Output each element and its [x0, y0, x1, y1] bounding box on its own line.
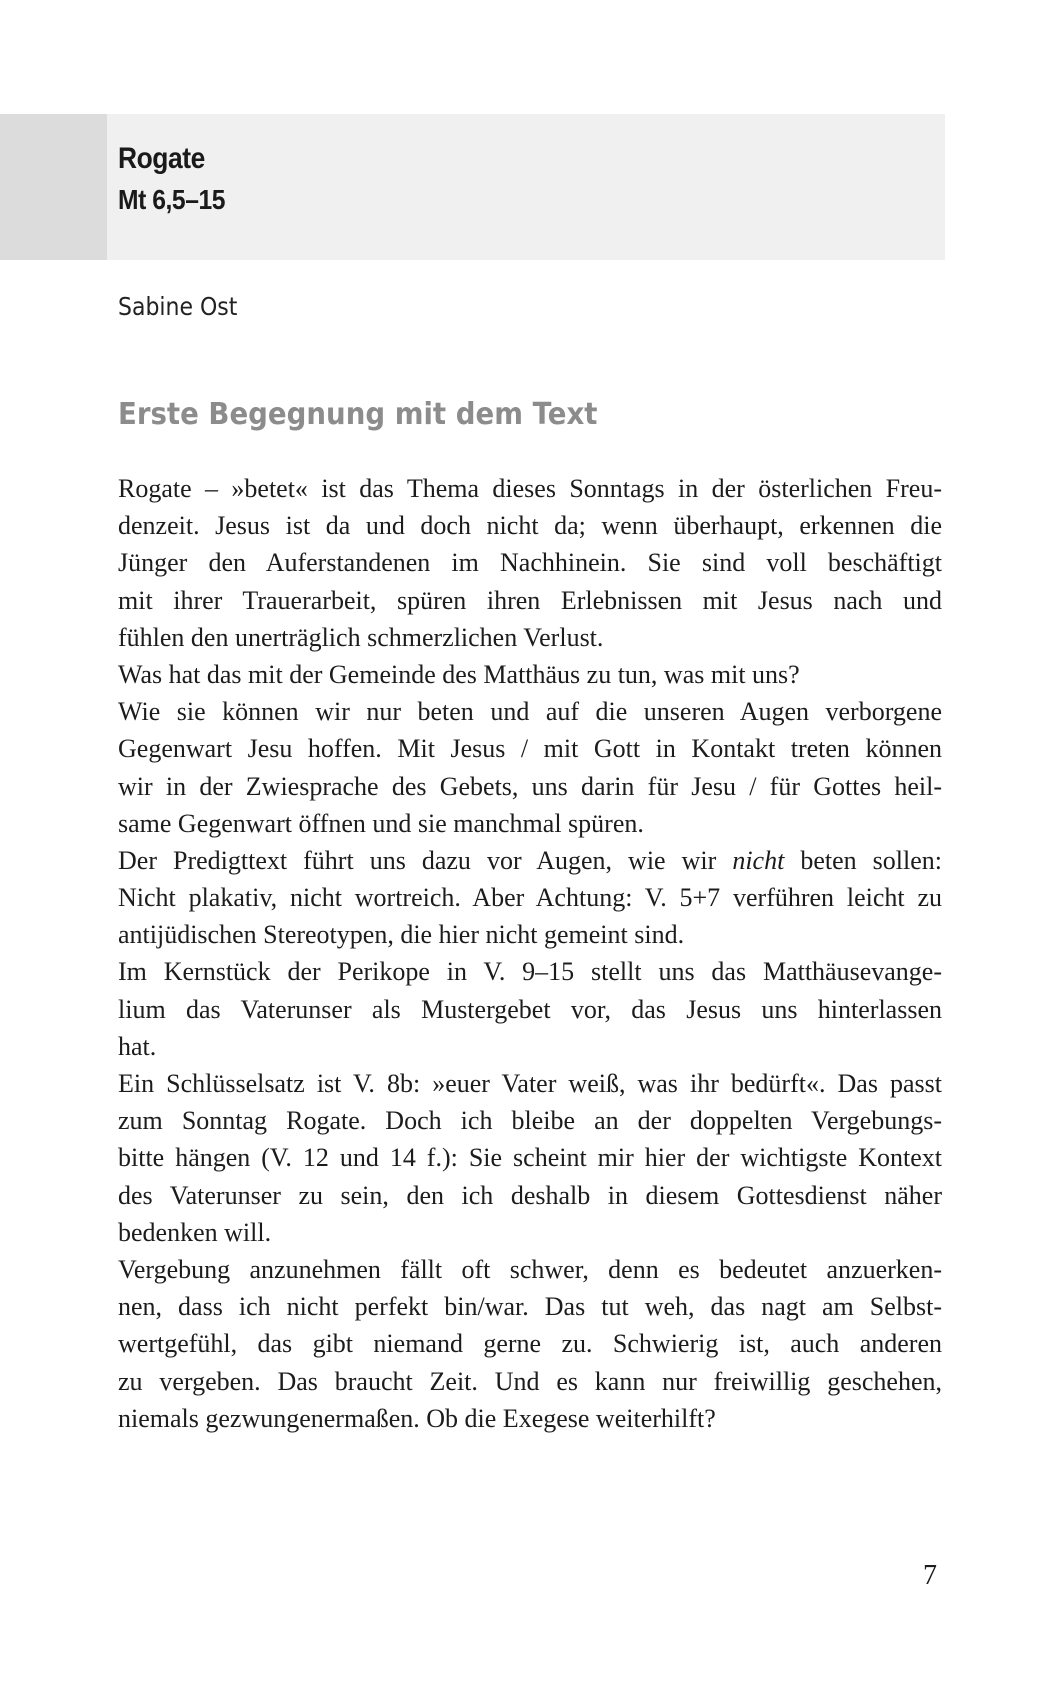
text-line: fühlen den unerträglich schmerzlichen Verlust.: [118, 622, 604, 652]
chapter-header: [0, 114, 945, 260]
text-line: nen, dass ich nicht perfekt bin/war. Das tut weh, das nagt am Selbst-: [118, 1292, 942, 1322]
text-line: wertgefühl, das gibt niemand gerne zu. Schwierig ist, auch anderen: [118, 1329, 942, 1359]
text-line: hat.: [118, 1031, 157, 1061]
text-line: bedenken will.: [118, 1217, 272, 1247]
header-accent-strip: [0, 114, 107, 260]
text-line: Im Kernstück der Perikope in V. 9–15 stellt uns das Matthäusevange-: [118, 957, 942, 987]
text-line: niemals gezwungenermaßen. Ob die Exegese weiterhilft?: [118, 1403, 716, 1433]
text-line: mit ihrer Trauerarbeit, spüren ihren Erlebnissen mit Jesus nach und: [118, 585, 942, 615]
text-fragment: beten sollen:: [784, 845, 942, 875]
text-line: Gegenwart Jesu hoffen. Mit Jesus / mit Gott in Kontakt treten können: [118, 734, 942, 764]
text-line: same Gegenwart öffnen und sie manchmal spüren.: [118, 808, 644, 838]
page-number: 7: [923, 1560, 937, 1591]
author-name: Sabine Ost: [118, 292, 238, 321]
text-line: Wie sie können wir nur beten und auf die unseren Augen verborgene: [118, 697, 942, 727]
text-line: [118, 842, 942, 879]
bible-reference: Mt 6,5–15: [118, 184, 225, 215]
text-line: des Vaterunser zu sein, den ich deshalb in diesem Gottesdienst näher: [118, 1180, 942, 1210]
text-line: zum Sonntag Rogate. Doch ich bleibe an der doppelten Vergebungs-: [118, 1106, 942, 1136]
body-text: [118, 470, 942, 1437]
text-line: denzeit. Jesus ist da und doch nicht da; wenn überhaupt, erkennen die: [118, 511, 942, 541]
text-line: wir in der Zwiesprache des Gebets, uns darin für Jesu / für Gottes heil-: [118, 771, 942, 801]
text-line: Jünger den Auferstandenen im Nachhinein. Sie sind voll beschäftigt: [118, 548, 942, 578]
chapter-title: Rogate: [118, 142, 205, 175]
emphasis-text: nicht: [732, 845, 785, 875]
text-line: Vergebung anzunehmen fällt oft schwer, denn es bedeutet anzuerken-: [118, 1254, 942, 1284]
text-line: bitte hängen (V. 12 und 14 f.): Sie scheint mir hier der wichtigste Kontext: [118, 1143, 942, 1173]
text-fragment: Der Predigttext führt uns dazu vor Augen, wie wir: [118, 845, 733, 875]
text-line: Ein Schlüsselsatz ist V. 8b: »euer Vater weiß, was ihr bedürft«. Das passt: [118, 1069, 942, 1098]
section-heading: Erste Begegnung mit dem Text: [118, 397, 598, 432]
text-line: Rogate – »betet« ist das Thema dieses Sonntags in der österlichen Freu-: [118, 474, 942, 503]
text-line: lium das Vaterunser als Mustergebet vor, das Jesus uns hinterlassen: [118, 994, 942, 1024]
text-line: Nicht plakativ, nicht wortreich. Aber Achtung: V. 5+7 verführen leicht zu: [118, 883, 942, 913]
text-line: Was hat das mit der Gemeinde des Matthäus zu tun, was mit uns?: [118, 659, 800, 689]
text-line: zu vergeben. Das braucht Zeit. Und es kann nur freiwillig geschehen,: [118, 1366, 942, 1396]
text-line: antijüdischen Stereotypen, die hier nicht gemeint sind.: [118, 920, 685, 950]
